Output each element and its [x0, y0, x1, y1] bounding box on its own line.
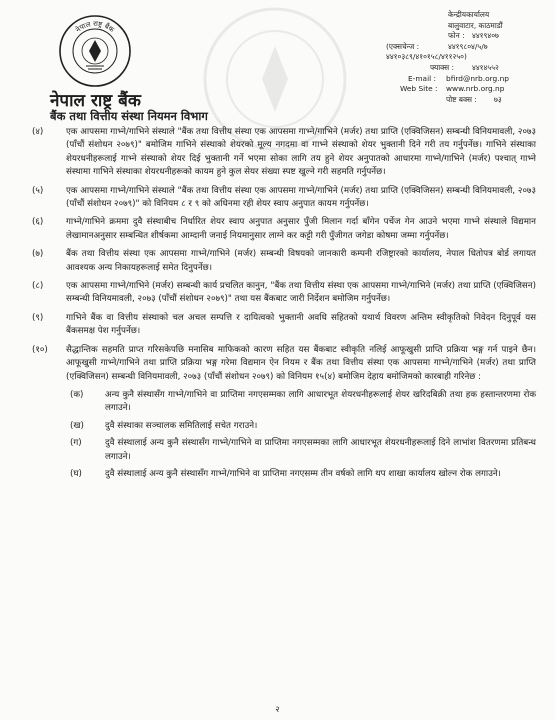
sub-item-number: (ग) — [70, 438, 82, 449]
clause-number: (९) — [32, 312, 44, 323]
sub-item-text: दुवै संस्थालाई अन्य कुनै संस्थासँग गाभ्ने/गाभिने वा प्राप्तिमा नगएसम्मका लागि आधारभूत शेयरधनीहरूलाई दिने लाभांश वितरणमा प्रतिबन्ध लगाउने। — [105, 438, 536, 462]
clause-number: (१०) — [32, 344, 48, 355]
clause-text: गाभिने बैंक वा वित्तीय संस्थाको चल अचल सम्पत्ति र दायित्वको भुक्तानी अवधि सहितको यथार्थ विवरण अन्तिम स्वीकृतिको निवेदन दिनुपूर्व यस बैंकसमक्ष पेश गर्नुपर्नेछ। — [66, 312, 536, 337]
clause-number: (६) — [32, 217, 44, 228]
clause-8 — [32, 280, 536, 307]
sub-item-text: दुवै संस्थाका सञ्चालक समितिलाई सचेत गराउने। — [105, 420, 258, 431]
sub-item-kha — [32, 420, 536, 433]
clause-4 — [32, 126, 536, 180]
clause-text: सैद्धान्तिक सहमति प्राप्त गरिसकेपछि मनासिब माफिकको कारण सहित यस बैंकबाट स्वीकृति नलिई आफूखुसी प्राप्ति प्रक्रिया भङ्ग गर्न पाइने छैन। आफूखुसी गाभ्ने/गाभिने तथा प्राप्ति प्रक्रिया भङ्ग गरेमा विद्यमान ऐन नियम र बैंक तथा वित्तीय संस्था एक आपसमा गाभ्ने/गाभिने (मर्जर) तथा प्राप्ति (एक्विजिसन) सम्बन्धी विनियमावली, २०७३ (पाँचौं संशोधन २०७९) को विनियम १५(४) बमोजिम देहाय बमोजिमको कारबाही गरिनेछ : — [66, 344, 536, 382]
sub-item-ka — [32, 389, 536, 416]
sub-item-number: (घ) — [70, 468, 82, 479]
website-label: Web Site : — [400, 84, 438, 94]
clause-number: (५) — [32, 185, 44, 196]
sub-item-ga — [32, 437, 536, 464]
document-body — [32, 126, 536, 481]
sub-item-text: अन्य कुनै संस्थासँग गाभ्ने/गाभिने वा प्राप्तिमा नगएसम्मका लागि आधारभूत शेयरधनीहरूलाई शेयर खरिदबिक्री तथा हक हस्तान्तरणमा रोक लगाउने। — [105, 389, 536, 414]
bank-name: नेपाल राष्ट्र बैंक — [50, 91, 141, 111]
clause-text: एक आपसमा गाभ्ने/गाभिने (मर्जर) सम्बन्धी कार्य प्रचलित कानुन, "बैंक तथा वित्तीय संस्था एक आपसमा गाभ्ने/गाभिने (मर्जर) तथा प्राप्ति (एक्विजिसन) सम्बन्धी विनियमावली, २०७३ (पाँचौं संशोधन २०७९)" तथा यस बैंकबाट जारी निर्देशन बमोजिम गर्नुपर्नेछ। — [66, 281, 536, 305]
department-name: बैंक तथा वित्तीय संस्था नियमन विभाग — [50, 109, 208, 123]
clause-text: एक आपसमा गाभ्ने/गाभिने संस्थाले "बैंक तथा वित्तीय संस्था एक आपसमा गाभ्ने/गाभिने (मर्जर) तथा प्राप्ति (एक्विजिसन) सम्बन्धी विनियमावली, २०७३ (पाँचौं संशोधन २०७९)" को विनियम ८ र ९ को अधिनमा रही शेयर स्वाप अनुपात कायम गर्नुपर्नेछ। — [66, 185, 536, 210]
clause-6 — [32, 216, 536, 243]
clause-number: (४) — [32, 127, 44, 137]
clause-10 — [32, 344, 536, 384]
email-label: E-mail : — [408, 73, 437, 83]
email-value[interactable]: bfird@nrb.org.np — [446, 73, 509, 83]
website-value[interactable]: www.nrb.org.np — [446, 84, 505, 94]
fax-value: ४४१४५५२ — [472, 62, 499, 72]
pobox-label: पोष्ट बक्स : — [446, 94, 477, 104]
page-number: २ — [275, 705, 280, 715]
bank-seal-logo — [58, 14, 132, 88]
clause-number: (७) — [32, 249, 44, 260]
sub-item-number: (ख) — [70, 420, 84, 431]
sub-item-gha — [32, 468, 536, 481]
fax-label: फ्याक्स : — [430, 62, 454, 72]
office-contact-block — [382, 10, 550, 105]
sub-item-text: दुवै संस्थालाई अन्य कुनै संस्थासँग गाभ्ने/गाभिने वा प्राप्तिमा नगएसम्म तीन वर्षको लागि थप शाखा कार्यालय खोल्न रोक लगाउने। — [105, 468, 501, 479]
clause-7 — [32, 248, 536, 275]
seal-text: नेपाल राष्ट्र बैंक — [74, 19, 116, 35]
office-address: बालुवाटार, काठमाडौं — [448, 20, 503, 30]
sub-item-number: (क) — [70, 389, 84, 400]
phone-label: फोन : — [448, 31, 465, 41]
clause-text: बैंक तथा वित्तीय संस्था एक आपसमा गाभ्ने/गाभिने (मर्जर) सम्बन्धी विषयको जानकारी कम्पनी रजिष्ट्रारको कार्यालय, नेपाल धितोपत्र बोर्ड लगायत आवश्यक अन्य निकायहरूलाई समेत दिनुपर्नेछ। — [66, 249, 536, 273]
clause-number: (८) — [32, 281, 44, 292]
exchange-value-2: ४४१०३८९/४१०१५८/४११२५०) — [386, 52, 467, 62]
clause-text: एक आपसमा गाभ्ने/गाभिने संस्थाले "बैंक तथा वित्तीय संस्था एक आपसमा गाभ्ने/गाभिने (मर्जर) तथा प्राप्ति (एक्विजिसन) सम्बन्धी विनियमावली, २०७३ (पाँचौं संशोधन २०७९)" बमोजिम गाभिने संस्थाको शेयरको मूल्य नगदमा वा गाभ्ने संस्थाको शेयर भुक्तानी दिने गरी तय गर्नुपर्नेछ। गाभिने संस्थाका शेयरधनीहरूलाई गाभ्ने संस्थाको शेयर दिई भुक्तानी गर्ने भएमा सोका लागि तय हुने शेयर अनुपातको आधारमा गाभ्ने/गाभिने (मर्जर) पश्चात् गाभ्ने संस्थामा गाभिने संस्थाका शेयरधनीहरूको कायम हुने कुल सेयर संख्या स्पष्ट खुल्ने गरी सहमति गर्नुपर्नेछ। — [66, 127, 536, 178]
svg-text:नेपाल राष्ट्र बैंक — [74, 20, 116, 34]
clause-5 — [32, 185, 536, 212]
phone-value: ४४१९४०७ — [472, 31, 499, 41]
exchange-value: ४४१९८०४/५/७ — [448, 41, 488, 51]
clause-text: गाभ्ने/गाभिने क्रममा दुवै संस्थाबीच निर्धारित शेयर स्वाप अनुपात अनुसार पुँजी मिलान गर्दा बाँगेन पर्चेज गेन आउने भएमा गाभ्ने संस्थाले विद्यमान लेखामानअनुसार सम्बन्धित शीर्षकमा आम्दानी जनाई नियमानुसार लाग्ने कर कट्टी गरी पुँजीगत जगेडा कोषमा जम्मा गर्नुपर्नेछ। — [66, 217, 536, 241]
office-title: केन्द्रीयकार्यालय — [448, 10, 490, 19]
pobox-value: ७३ — [494, 94, 502, 104]
exchange-label: (एक्सचेन्ज : — [386, 41, 420, 51]
clause-9 — [32, 312, 536, 339]
